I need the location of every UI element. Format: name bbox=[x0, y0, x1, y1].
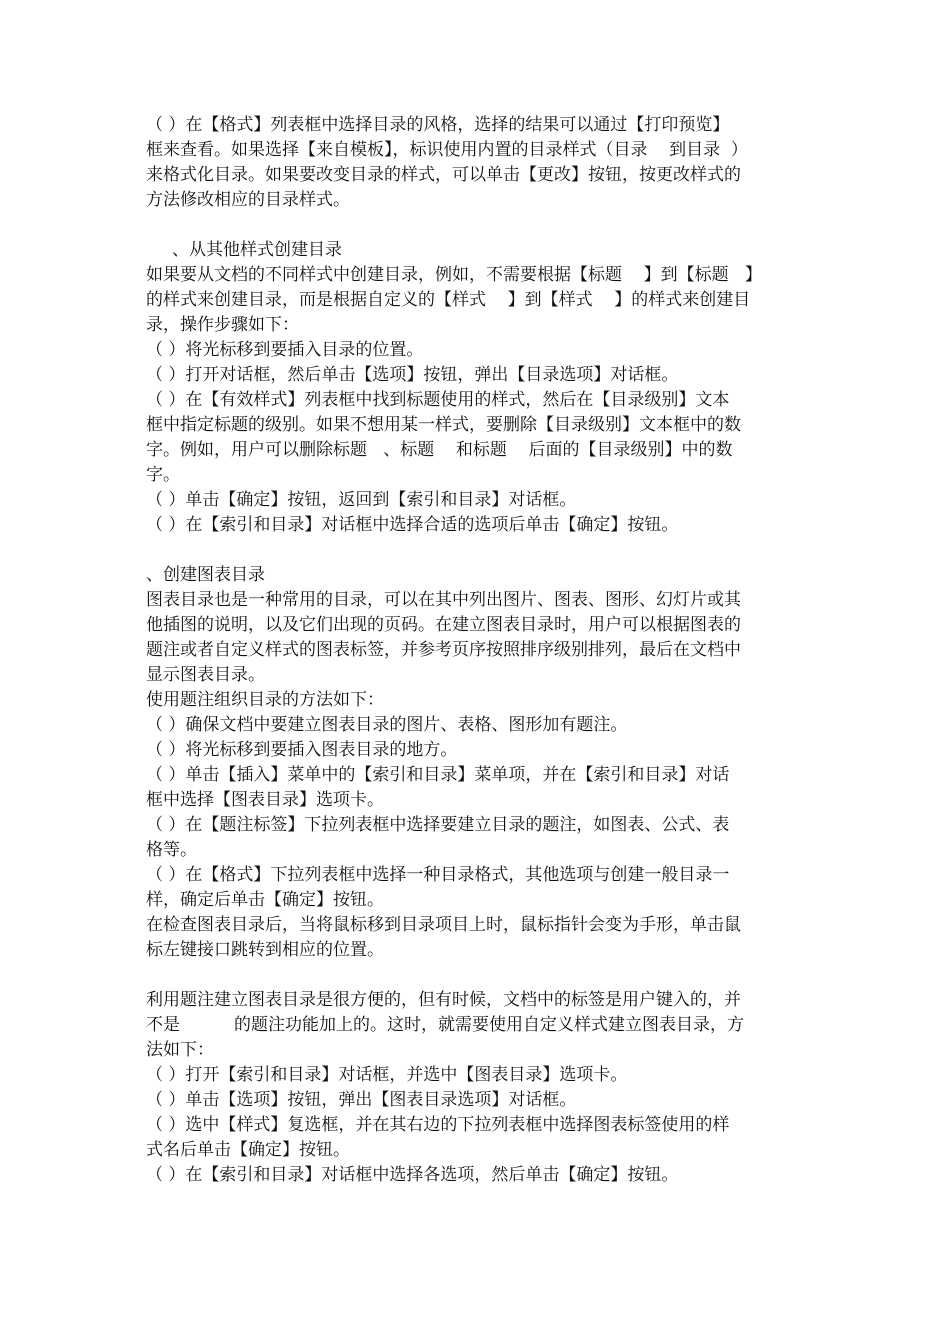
paragraph-line: 题注或者自定义样式的图表标签，并参考页序按照排序级别排列，最后在文档中 bbox=[146, 640, 741, 660]
paragraph-line: 图表目录也是一种常用的目录，可以在其中列出图片、图表、图形、幻灯片或其 bbox=[146, 590, 741, 610]
step-line: （ ）单击【确定】按钮，返回到【索引和目录】对话框。 bbox=[146, 490, 577, 510]
step-line: （ ）在【索引和目录】对话框中选择各选项，然后单击【确定】按钮。 bbox=[146, 1165, 679, 1185]
paragraph-line: 在检查图表目录后，当将鼠标移到目录项目上时，鼠标指针会变为手形，单击鼠 bbox=[146, 915, 741, 935]
section-heading: 、创建图表目录 bbox=[146, 565, 265, 585]
paragraph-line: 不是 的题注功能加上的。这时，就需要使用自定义样式建立图表目录，方 bbox=[146, 1015, 745, 1035]
step-line: （ ）将光标移到要插入目录的位置。 bbox=[146, 340, 424, 360]
step-line: （ ）单击【选项】按钮，弹出【图表目录选项】对话框。 bbox=[146, 1090, 577, 1110]
section-heading: 、从其他样式创建目录 bbox=[172, 240, 342, 260]
document-page bbox=[146, 113, 816, 1188]
step-line: （ ）打开【索引和目录】对话框，并选中【图表目录】选项卡。 bbox=[146, 1065, 628, 1085]
paragraph-line: 格等。 bbox=[146, 840, 197, 860]
paragraph-line: （ ）在【格式】列表框中选择目录的风格，选择的结果可以通过【打印预览】 bbox=[146, 115, 730, 135]
blank-line bbox=[146, 538, 816, 563]
paragraph-line: 的样式来创建目录，而是根据自定义的【样式 】到【样式 】的样式来创建目 bbox=[146, 290, 751, 310]
step-line: （ ）选中【样式】复选框，并在其右边的下拉列表框中选择图表标签使用的样 bbox=[146, 1115, 730, 1135]
step-line: （ ）单击【插入】菜单中的【索引和目录】菜单项，并在【索引和目录】对话 bbox=[146, 765, 730, 785]
paragraph-line: 他插图的说明，以及它们出现的页码。在建立图表目录时，用户可以根据图表的 bbox=[146, 615, 741, 635]
step-line: （ ）在【有效样式】列表框中找到标题使用的样式，然后在【目录级别】文本 bbox=[146, 390, 730, 410]
step-line: （ ）将光标移到要插入图表目录的地方。 bbox=[146, 740, 458, 760]
blank-line bbox=[146, 213, 816, 238]
paragraph-line: 如果要从文档的不同样式中创建目录，例如，不需要根据【标题 】到【标题 】 bbox=[146, 265, 762, 285]
paragraph-line: 利用题注建立图表目录是很方便的，但有时候，文档中的标签是用户键入的，并 bbox=[146, 990, 741, 1010]
step-line: （ ）在【格式】下拉列表框中选择一种目录格式，其他选项与创建一般目录一 bbox=[146, 865, 730, 885]
blank-line bbox=[146, 963, 816, 988]
paragraph-line: 式名后单击【确定】按钮。 bbox=[146, 1140, 350, 1160]
paragraph-line: 录，操作步骤如下： bbox=[146, 315, 299, 335]
step-line: （ ）在【索引和目录】对话框中选择合适的选项后单击【确定】按钮。 bbox=[146, 515, 679, 535]
paragraph-line: 法如下： bbox=[146, 1040, 214, 1060]
paragraph-line: 标左键接口跳转到相应的位置。 bbox=[146, 940, 384, 960]
paragraph-line: 方法修改相应的目录样式。 bbox=[146, 190, 350, 210]
paragraph-line: 来格式化目录。如果要改变目录的样式，可以单击【更改】按钮，按更改样式的 bbox=[146, 165, 741, 185]
paragraph-line: 样，确定后单击【确定】按钮。 bbox=[146, 890, 384, 910]
paragraph-line: 框来查看。如果选择【来自模板】，标识使用内置的目录样式（目录 到目录 ） bbox=[146, 140, 748, 160]
paragraph-line: 字。例如，用户可以删除标题 、标题 和标题 后面的【目录级别】中的数 bbox=[146, 440, 733, 460]
paragraph-line: 使用题注组织目录的方法如下： bbox=[146, 690, 384, 710]
paragraph-line: 框中选择【图表目录】选项卡。 bbox=[146, 790, 384, 810]
paragraph-line: 框中指定标题的级别。如果不想用某一样式，要删除【目录级别】文本框中的数 bbox=[146, 415, 741, 435]
paragraph-line: 显示图表目录。 bbox=[146, 665, 265, 685]
step-line: （ ）打开对话框，然后单击【选项】按钮，弹出【目录选项】对话框。 bbox=[146, 365, 679, 385]
step-line: （ ）确保文档中要建立图表目录的图片、表格、图形加有题注。 bbox=[146, 715, 628, 735]
step-line: （ ）在【题注标签】下拉列表框中选择要建立目录的题注，如图表、公式、表 bbox=[146, 815, 730, 835]
paragraph-line: 字。 bbox=[146, 465, 180, 485]
